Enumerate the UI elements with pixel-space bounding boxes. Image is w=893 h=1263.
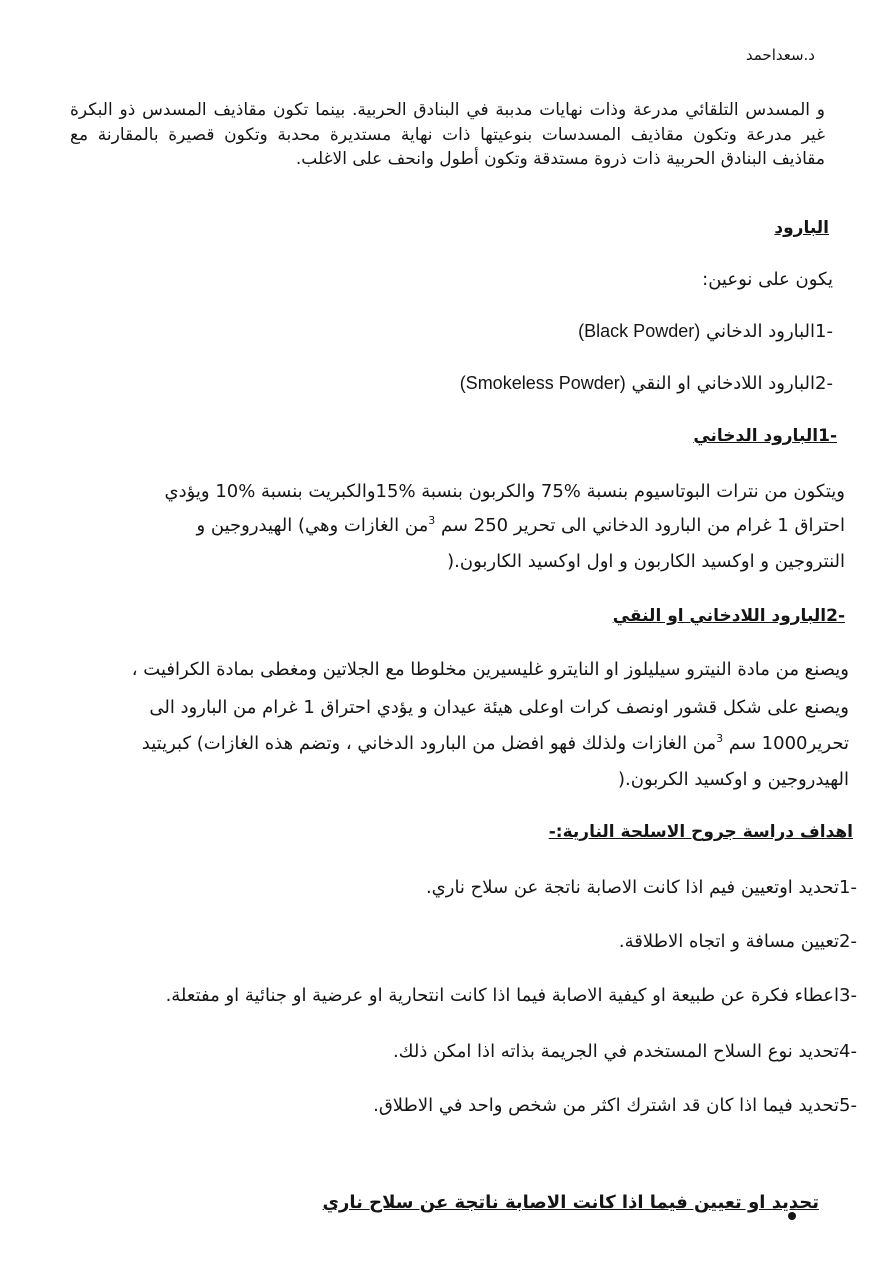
goals-heading: اهداف دراسة جروح الاسلحة النارية:- — [548, 822, 853, 842]
smokeless-powder-line-4: الهيدروجين و اوكسيد الكربون.( — [618, 769, 849, 790]
smokeless-powder-line-2: ويصنع على شكل قشور اونصف كرات اوعلى هيئة عيدان و يؤدي احتراق 1 غرام من البارود الى — [149, 697, 849, 718]
type-1-text: -1البارود الدخاني — [705, 321, 833, 342]
goal-item-2: -2تعيين مسافة و اتجاه الاطلاقة. — [618, 931, 857, 952]
black-powder-line-2 — [70, 512, 845, 539]
author-header: د.سعداحمد — [745, 46, 815, 64]
goal-item-1: -1تحديد اوتعيين فيم اذا كانت الاصابة ناتجة عن سلاح ناري. — [425, 877, 857, 898]
bullet-section-heading: تحديد او تعيين فيما اذا كانت الاصابة ناتجة عن سلاح ناري — [322, 1192, 819, 1213]
smokeless-powder-line-3a: تحرير1000 سم — [723, 733, 849, 754]
type-2-english: (Smokeless Powder) — [459, 373, 626, 393]
smokeless-powder-line-3b: من الغازات ولذلك فهو افضل من البارود الدخاني ، وتضم هذه الغازات) كبريتيد — [141, 733, 717, 754]
black-powder-line-2a: احتراق 1 غرام من البارود الدخاني الى تحرير 250 سم — [435, 515, 845, 536]
goal-item-5: -5تحديد فيما اذا كان قد اشترك اكثر من شخص واحد في الاطلاق. — [373, 1095, 857, 1116]
type-1-english: (Black Powder) — [578, 321, 701, 341]
goal-item-4: -4تحديد نوع السلاح المستخدم في الجريمة بذاته اذا امكن ذلك. — [392, 1041, 857, 1062]
black-powder-line-2b: من الغازات وهي) الهيدروجين و — [196, 515, 429, 536]
smokeless-powder-line-1: ويصنع من مادة النيترو سيليلوز او النايترو غليسيرين مخلوطا مع الجلاتين ومغطى بمادة الكرافيت ، — [131, 659, 849, 680]
gunpowder-types-intro: يكون على نوعين: — [702, 269, 833, 290]
gunpowder-type-2 — [70, 370, 833, 397]
gunpowder-heading: البارود — [774, 218, 829, 238]
smokeless-powder-heading: -2البارود اللادخاني او النقي — [612, 606, 845, 626]
goal-item-3: -3اعطاء فكرة عن طبيعة او كيفية الاصابة فيما اذا كانت انتحارية او عرضية او جنائية او مفتعلة. — [165, 985, 857, 1006]
type-2-text: -2البارود اللادخاني او النقي — [631, 373, 833, 394]
cm3-superscript: 3 — [716, 732, 724, 745]
black-powder-line-3: النتروجين و اوكسيد الكاربون و اول اوكسيد الكاربون.( — [447, 551, 845, 572]
intro-paragraph: و المسدس التلقائي مدرعة وذات نهايات مدببة في البنادق الحربية. بينما تكون مقاذيف المسدس ذو البكرة غير مدرعة وتكون مقاذيف المسدسات بنوعيتها ذات نهاية مستديرة محدبة وتكون قصيرة بالمقارنة مع مقاذيف البنادق الحربية ذات ذروة مستدقة وتكون أطول وانحف على الاغلب. — [70, 100, 825, 170]
cm3-superscript: 3 — [428, 514, 436, 527]
smokeless-powder-line-3 — [70, 730, 849, 757]
gunpowder-type-1 — [70, 318, 833, 345]
bullet-dot-icon — [788, 1212, 796, 1220]
black-powder-line-1: ويتكون من نترات البوتاسيوم بنسبة %75 والكربون بنسبة %15والكبريت بنسبة %10 ويؤدي — [164, 481, 845, 502]
black-powder-heading: -1البارود الدخاني — [693, 426, 837, 446]
